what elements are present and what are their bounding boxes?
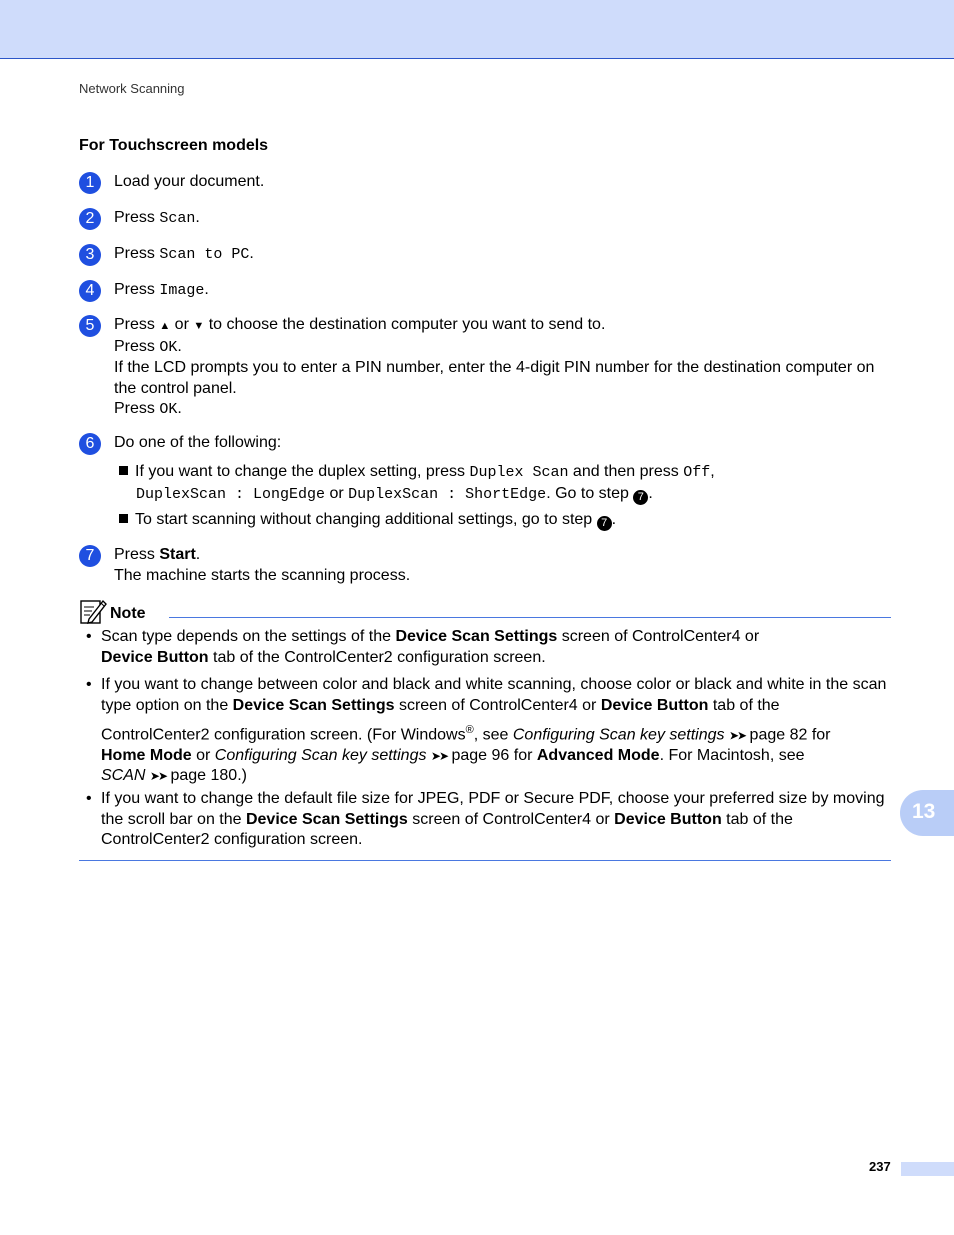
up-arrow-icon: ▲ xyxy=(159,320,171,332)
down-arrow-icon: ▼ xyxy=(193,320,205,332)
step-text: Load your document. xyxy=(114,173,265,190)
note-header xyxy=(79,597,891,625)
step-number: 3 xyxy=(79,244,101,266)
step-text: Press Scan to PC. xyxy=(114,245,254,263)
note-item-2: • If you want to change between color and black and white scanning, choose color or black and white in the scan type option on the Device Scan Settings screen of ControlCenter4 or Device Button tab of the ControlCenter2 configuration screen. (For Windows®, see Configuring Scan key settings ➤➤ page 82 for Home Mode or Configuring Scan key settings ➤➤ page 96 for Advanced Mode. For Macintosh, see SCAN ➤➤ page 180.) xyxy=(86,676,887,785)
step-number: 6 xyxy=(79,433,101,455)
step-2 xyxy=(79,208,891,230)
step-4 xyxy=(79,280,891,302)
step-text: Press Scan. xyxy=(114,209,200,227)
step-text: Press ▲ or ▼ to choose the destination computer you want to send to. Press OK. If the LCD prompts you to enter a PIN number, enter the 4-digit PIN number for the destination computer on the control panel. Press OK. xyxy=(114,316,875,418)
note-label: Note xyxy=(110,605,146,622)
step-number: 5 xyxy=(79,315,101,337)
step-reference: 7 xyxy=(633,490,648,505)
note-item-3: • If you want to change the default file size for JPEG, PDF or Secure PDF, choose your preferred size by moving the scroll bar on the Device Scan Settings screen of ControlCenter4 or Device Button tab of the ControlCenter2 configuration screen. xyxy=(86,790,885,848)
note-item-1: • Scan type depends on the settings of the Device Scan Settings screen of ControlCenter4 or Device Button tab of the ControlCenter2 configuration screen. xyxy=(86,628,760,666)
step-text: Press Start. The machine starts the scanning process. xyxy=(114,546,411,584)
running-header: Network Scanning xyxy=(79,81,185,96)
chapter-tab xyxy=(900,790,954,836)
step-1 xyxy=(79,172,891,193)
bullet-dot: • xyxy=(86,790,92,807)
step-text: Do one of the following: xyxy=(114,434,282,451)
top-header-band xyxy=(0,0,954,59)
double-arrow-icon: ➤➤ xyxy=(149,769,167,784)
step-5 xyxy=(79,315,891,421)
square-bullet-icon xyxy=(119,514,128,523)
section-heading: For Touchscreen models xyxy=(79,137,269,154)
step-number: 7 xyxy=(79,545,101,567)
double-arrow-icon: ➤➤ xyxy=(430,748,448,763)
note-bottom-divider xyxy=(79,860,891,861)
bullet-dot: • xyxy=(86,628,92,645)
page-number: 237 xyxy=(869,1159,891,1174)
step-3 xyxy=(79,244,891,266)
note-divider xyxy=(169,617,891,618)
step-number: 4 xyxy=(79,280,101,302)
bullet-dot: • xyxy=(86,676,92,693)
step-7 xyxy=(79,545,891,586)
step-6-bullet-2: To start scanning without changing additional settings, go to step 7 . xyxy=(119,510,891,531)
step-6 xyxy=(79,433,891,454)
step-number: 1 xyxy=(79,172,101,194)
square-bullet-icon xyxy=(119,466,128,475)
double-arrow-icon: ➤➤ xyxy=(728,728,746,743)
chapter-number: 13 xyxy=(912,800,936,823)
step-reference: 7 xyxy=(597,516,612,531)
page-footer-tab xyxy=(901,1162,954,1176)
note-pencil-icon xyxy=(79,597,107,625)
step-number: 2 xyxy=(79,208,101,230)
step-6-bullet-1: If you want to change the duplex setting, press Duplex Scan and then press Off, DuplexScan : LongEdge or DuplexScan : ShortEdge. Go to step 7 . xyxy=(119,462,891,505)
step-text: Press Image. xyxy=(114,281,209,299)
